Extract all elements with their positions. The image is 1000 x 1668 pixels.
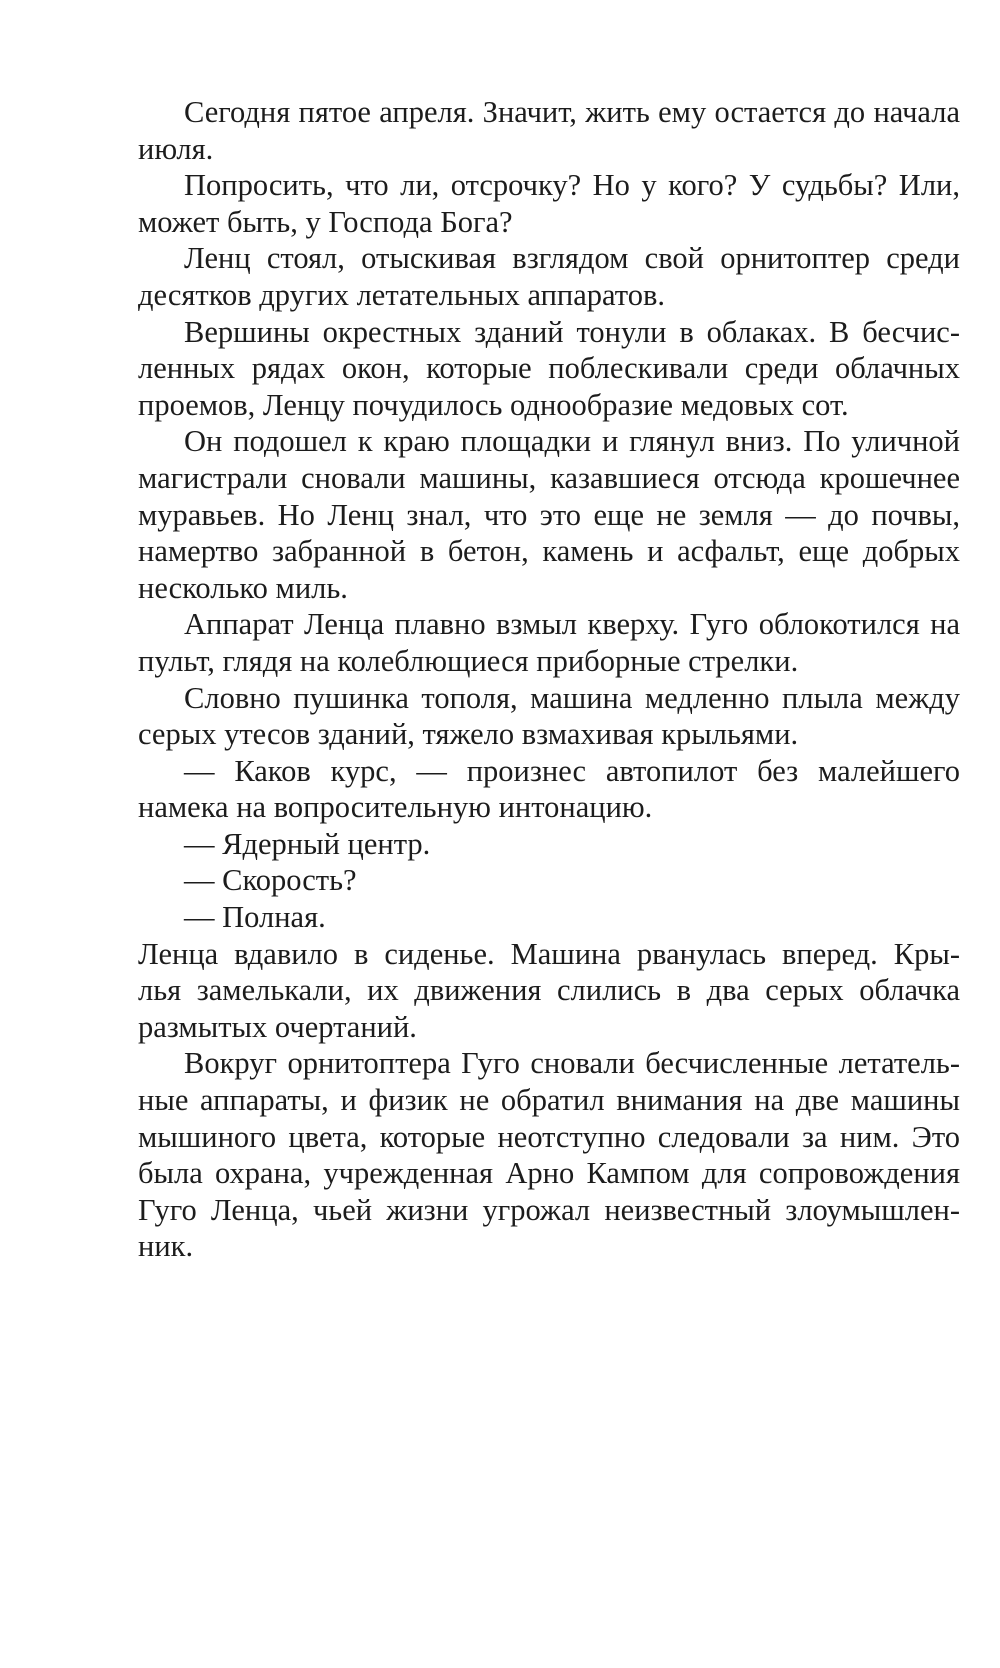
text-line: лья замелькали, их движения слились в два серых облачка	[138, 973, 960, 1008]
text-line: — Скорость?	[184, 863, 357, 898]
text-line: намертво забранной в бетон, камень и асфальт, еще добрых	[138, 534, 960, 569]
text-line: муравьев. Но Ленц знал, что это еще не земля — до почвы,	[138, 497, 960, 532]
text-line: проемов, Ленцу почудилось однообразие медовых сот.	[138, 387, 849, 422]
text-line: серых утесов зданий, тяжело взмахивая крыльями.	[138, 717, 799, 752]
text-line: — Каков курс, — произнес автопилот без малейшего	[184, 753, 960, 788]
text-line: несколько миль.	[138, 570, 348, 605]
text-line: размытых очертаний.	[138, 1009, 417, 1044]
text-line: Вершины окрестных зданий тонули в облаках. В бесчис-	[184, 314, 960, 349]
text-line: Ленца вдавило в сиденье. Машина рванулась вперед. Кры-	[138, 936, 960, 971]
text-line: ные аппараты, и физик не обратил внимания на две машины	[138, 1083, 960, 1118]
text-line: пульт, глядя на колеблющиеся приборные стрелки.	[138, 643, 799, 678]
text-line: была охрана, учрежденная Арно Кампом для сопровождения	[138, 1156, 960, 1191]
text-line: Вокруг орнитоптера Гуго сновали бесчисленные летатель-	[184, 1046, 960, 1081]
text-line: — Полная.	[184, 900, 326, 935]
text-line: июля.	[138, 131, 214, 166]
text-line: Сегодня пятое апреля. Значит, жить ему остается до начала	[184, 95, 960, 129]
text-line: Он подошел к краю площадки и глянул вниз. По уличной	[184, 424, 960, 459]
text-line: ник.	[138, 1229, 194, 1264]
text-line: Аппарат Ленца плавно взмыл кверху. Гуго облокотился на	[184, 607, 960, 642]
text-line: магистрали сновали машины, казавшиеся отсюда крошечнее	[138, 460, 960, 495]
text-line: — Ядерный центр.	[184, 826, 431, 861]
text-line: намека на вопросительную интонацию.	[138, 790, 653, 825]
text-line: мышиного цвета, которые неотступно следовали за ним. Это	[138, 1119, 960, 1154]
text-line: Попросить, что ли, отсрочку? Но у кого? У судьбы? Или,	[184, 168, 960, 203]
text-line: может быть, у Господа Бога?	[138, 204, 513, 239]
text-line: ленных рядах окон, которые поблескивали среди облачных	[138, 351, 960, 386]
text-line: Словно пушинка тополя, машина медленно плыла между	[184, 680, 960, 715]
text-line: десятков других летательных аппаратов.	[138, 277, 665, 312]
text-line: Гуго Ленца, чьей жизни угрожал неизвестный злоумышлен-	[138, 1192, 960, 1227]
text-line: Ленц стоял, отыскивая взглядом свой орнитоптер среди	[184, 241, 960, 276]
body-text	[138, 94, 960, 1265]
